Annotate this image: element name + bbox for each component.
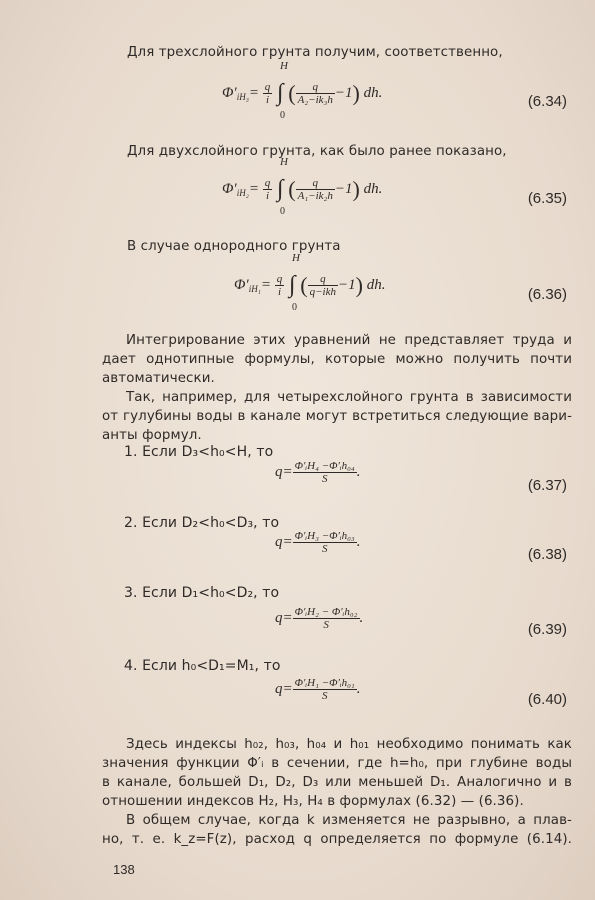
equation-6-37: q= $\frac{\text{Φ′ᵢH₄ −Φ′ᵢh₀₄}}{S}$ . xyxy=(275,460,361,485)
equation-number: (6.39) xyxy=(527,621,567,638)
equation-number: (6.40) xyxy=(527,691,567,708)
paragraph-line: Интегрирование этих уравнений не представляет труда и xyxy=(126,333,572,348)
paragraph-line: дает однотипные формулы, которые можно получить почти xyxy=(102,352,572,367)
equation-6-34: $\Phi'_{iH_3}=$ $\frac{q}{i}$ ∫ H 0 ( $\frac{q}{\text{A₂−ik₃h}}$ −1) dh. xyxy=(222,60,383,121)
equation-number: (6.37) xyxy=(527,477,567,494)
equation-number: (6.38) xyxy=(527,546,567,563)
equation-number: (6.36) xyxy=(527,286,567,303)
equation-6-36: $\Phi'_{iH_1}=$ $\frac{q}{i}$ ∫ H 0 ( $\frac{q}{\text{q−ikh}}$ −1) dh. xyxy=(234,252,386,313)
intro-homogeneous: В случае однородного грунта xyxy=(127,239,341,254)
paragraph-line: В общем случае, когда k изменяется не разрывно, а плав- xyxy=(126,813,572,828)
paragraph-line: Здесь индексы h₀₂, h₀₃, h₀₄ и h₀₁ необходимо понимать как xyxy=(126,737,572,752)
case-3-condition: 3. Если D₁<h₀<D₂, то xyxy=(124,585,280,601)
paragraph-line: анты формул. xyxy=(102,428,202,443)
paragraph-line: от гулубины воды в канале могут встретиться следующие вари- xyxy=(102,409,572,424)
intro-three-layer: Для трехслойного грунта получим, соответственно, xyxy=(127,45,503,60)
paragraph-line: Так, например, для четырехслойного грунта в зависимости xyxy=(126,390,572,405)
equation-number: (6.34) xyxy=(527,93,567,110)
case-1-condition: 1. Если D₃<h₀<H, то xyxy=(124,444,274,460)
case-4-condition: 4. Если h₀<D₁=M₁, то xyxy=(124,658,281,674)
paragraph-line: но, т. е. k_z=F(z), расход q определяется по формуле (6.14). xyxy=(102,832,572,847)
equation-number: (6.35) xyxy=(527,190,567,207)
equation-6-35: $\Phi'_{iH_2}=$ $\frac{q}{i}$ ∫ H 0 ( $\frac{q}{\text{A₁−ik₂h}}$ −1) dh. xyxy=(222,156,383,217)
page-number: 138 xyxy=(113,862,135,877)
equation-6-38: q= $\frac{\text{Φ′ᵢH₃ −Φ′ᵢh₀₃}}{S}$ . xyxy=(275,530,361,555)
equation-6-39: q= $\frac{\text{Φ′ᵢH₂ − Φ′ᵢh₀₂}}{S}$ . xyxy=(275,606,364,631)
paragraph-line: автоматически. xyxy=(102,371,215,386)
equation-6-40: q= $\frac{\text{Φ′ᵢH₁ −Φ′ᵢh₀₁}}{S}$ . xyxy=(275,677,361,702)
paragraph-line: отношении индексов H₂, H₃, H₄ в формулах (6.32) — (6.36). xyxy=(102,794,524,809)
intro-two-layer: Для двухслойного грунта, как было ранее показано, xyxy=(127,144,507,159)
paragraph-line: значения функции Φ′ᵢ в сечении, где h=h₀, при глубине воды xyxy=(102,756,572,771)
case-2-condition: 2. Если D₂<h₀<D₃, то xyxy=(124,515,280,531)
paragraph-line: в канале, большей D₁, D₂, D₃ или меньшей D₁. Аналогично и в xyxy=(102,775,572,790)
